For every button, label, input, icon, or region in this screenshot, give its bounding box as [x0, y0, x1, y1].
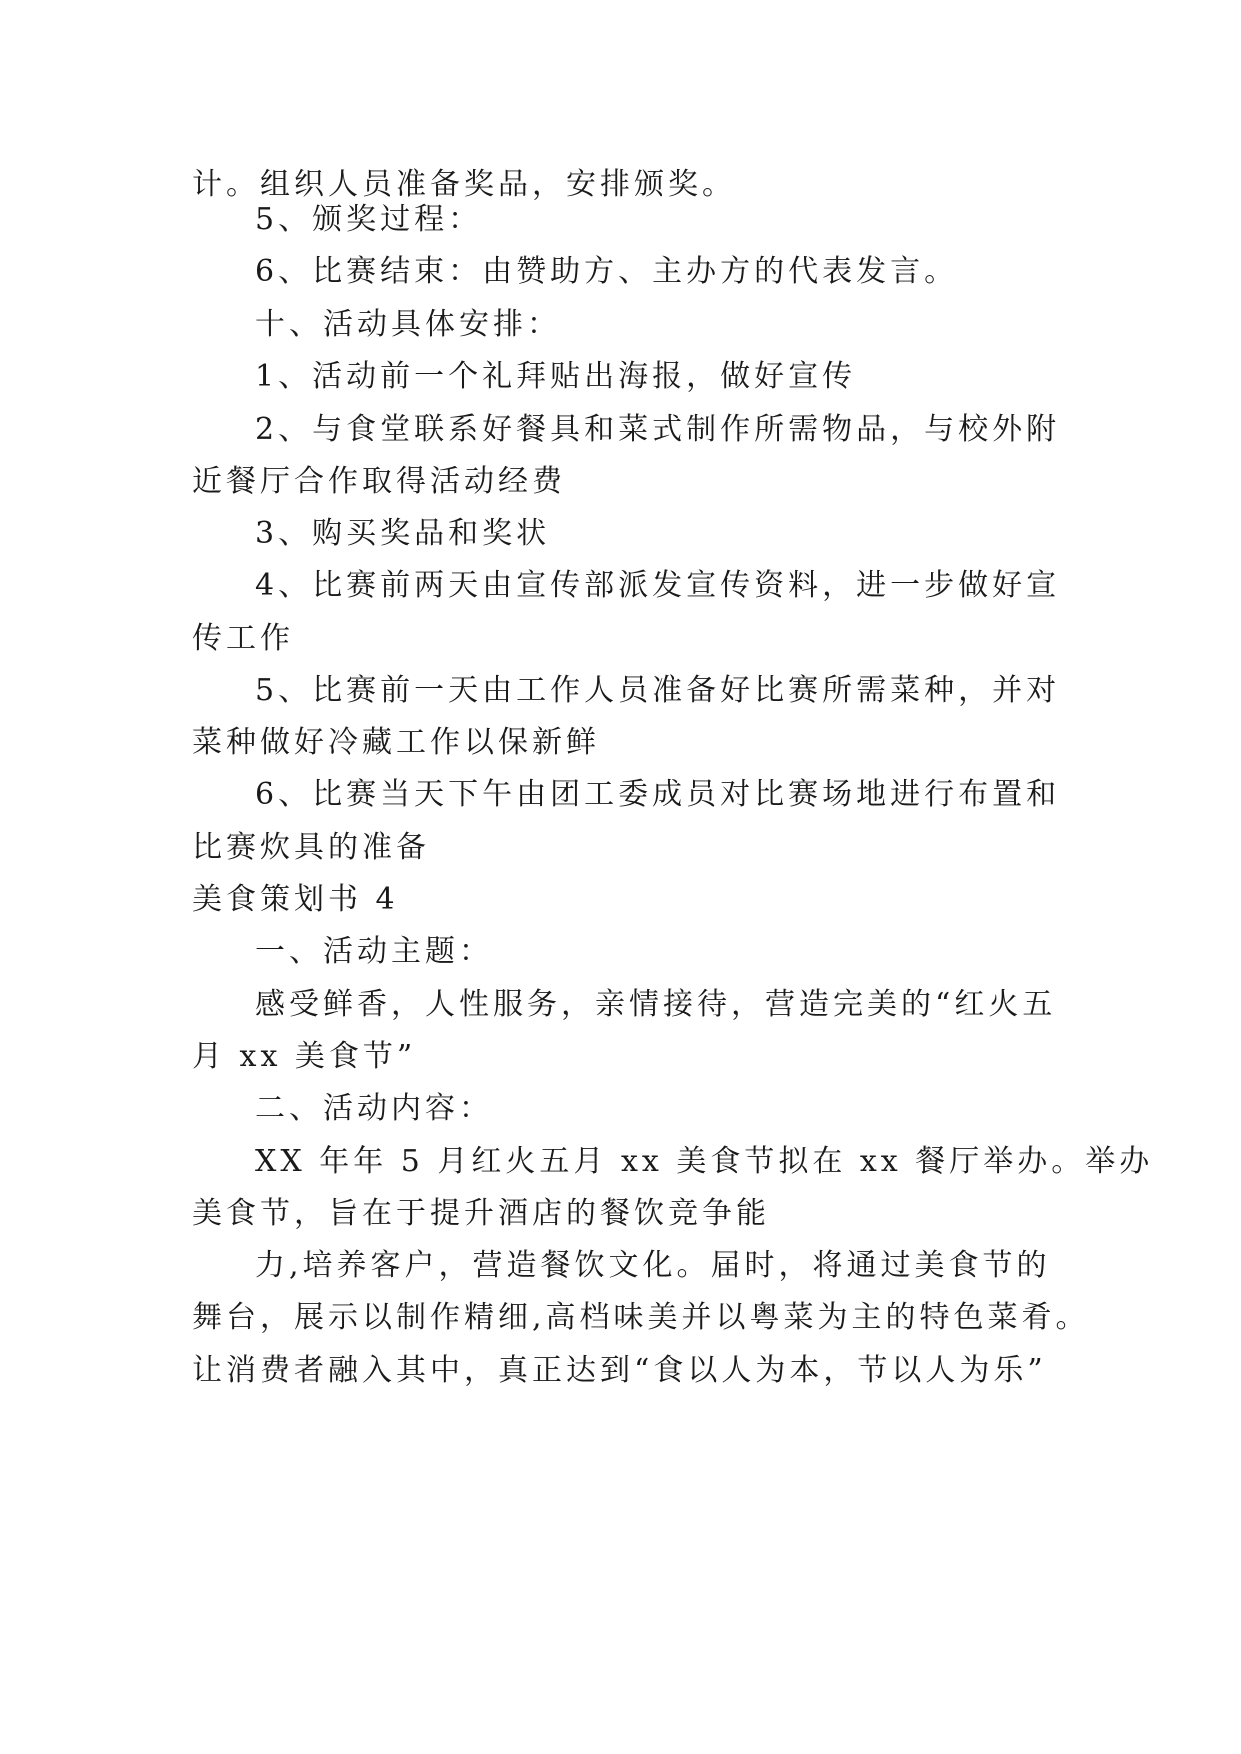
text-line: 5、颁奖过程：	[255, 202, 483, 237]
text-line: 比赛炊具的准备	[192, 830, 430, 865]
text-line: 让消费者融入其中，真正达到“食以人为本，节以人为乐”	[192, 1353, 1047, 1388]
text-line: 菜种做好冷藏工作以保新鲜	[192, 725, 600, 760]
text-line: 感受鲜香，人性服务，亲情接待，营造完美的“红火五	[255, 987, 1057, 1022]
text-line: 6、比赛当天下午由团工委成员对比赛场地进行布置和	[255, 777, 1061, 812]
section-heading: 十、活动具体安排：	[255, 307, 561, 342]
text-line: 计。组织人员准备奖品，安排颁奖。	[192, 167, 736, 202]
text-line: 月 xx 美食节”	[192, 1039, 417, 1074]
text-line: XX 年年 5 月红火五月 xx 美食节拟在 xx 餐厅举办。举办	[255, 1144, 1154, 1179]
text-line: 3、购买奖品和奖状	[255, 516, 551, 551]
section-heading: 二、活动内容：	[255, 1091, 493, 1126]
text-line: 2、与食堂联系好餐具和菜式制作所需物品，与校外附	[255, 412, 1061, 447]
text-line: 6、比赛结束：由赞助方、主办方的代表发言。	[255, 254, 959, 289]
text-line: 4、比赛前两天由宣传部派发宣传资料，进一步做好宣	[255, 568, 1061, 603]
text-line: 力,培养客户，营造餐饮文化。届时，将通过美食节的	[255, 1248, 1051, 1283]
text-line: 1、活动前一个礼拜贴出海报，做好宣传	[255, 359, 857, 394]
text-line: 传工作	[192, 621, 294, 656]
text-line: 5、比赛前一天由工作人员准备好比赛所需菜种，并对	[255, 673, 1061, 708]
document-title: 美食策划书 4	[192, 882, 399, 917]
text-line: 美食节，旨在于提升酒店的餐饮竞争能	[192, 1196, 770, 1231]
text-line: 近餐厅合作取得活动经费	[192, 464, 566, 499]
text-line: 舞台，展示以制作精细,高档味美并以粤菜为主的特色菜肴。	[192, 1300, 1090, 1335]
section-heading: 一、活动主题：	[255, 934, 493, 969]
